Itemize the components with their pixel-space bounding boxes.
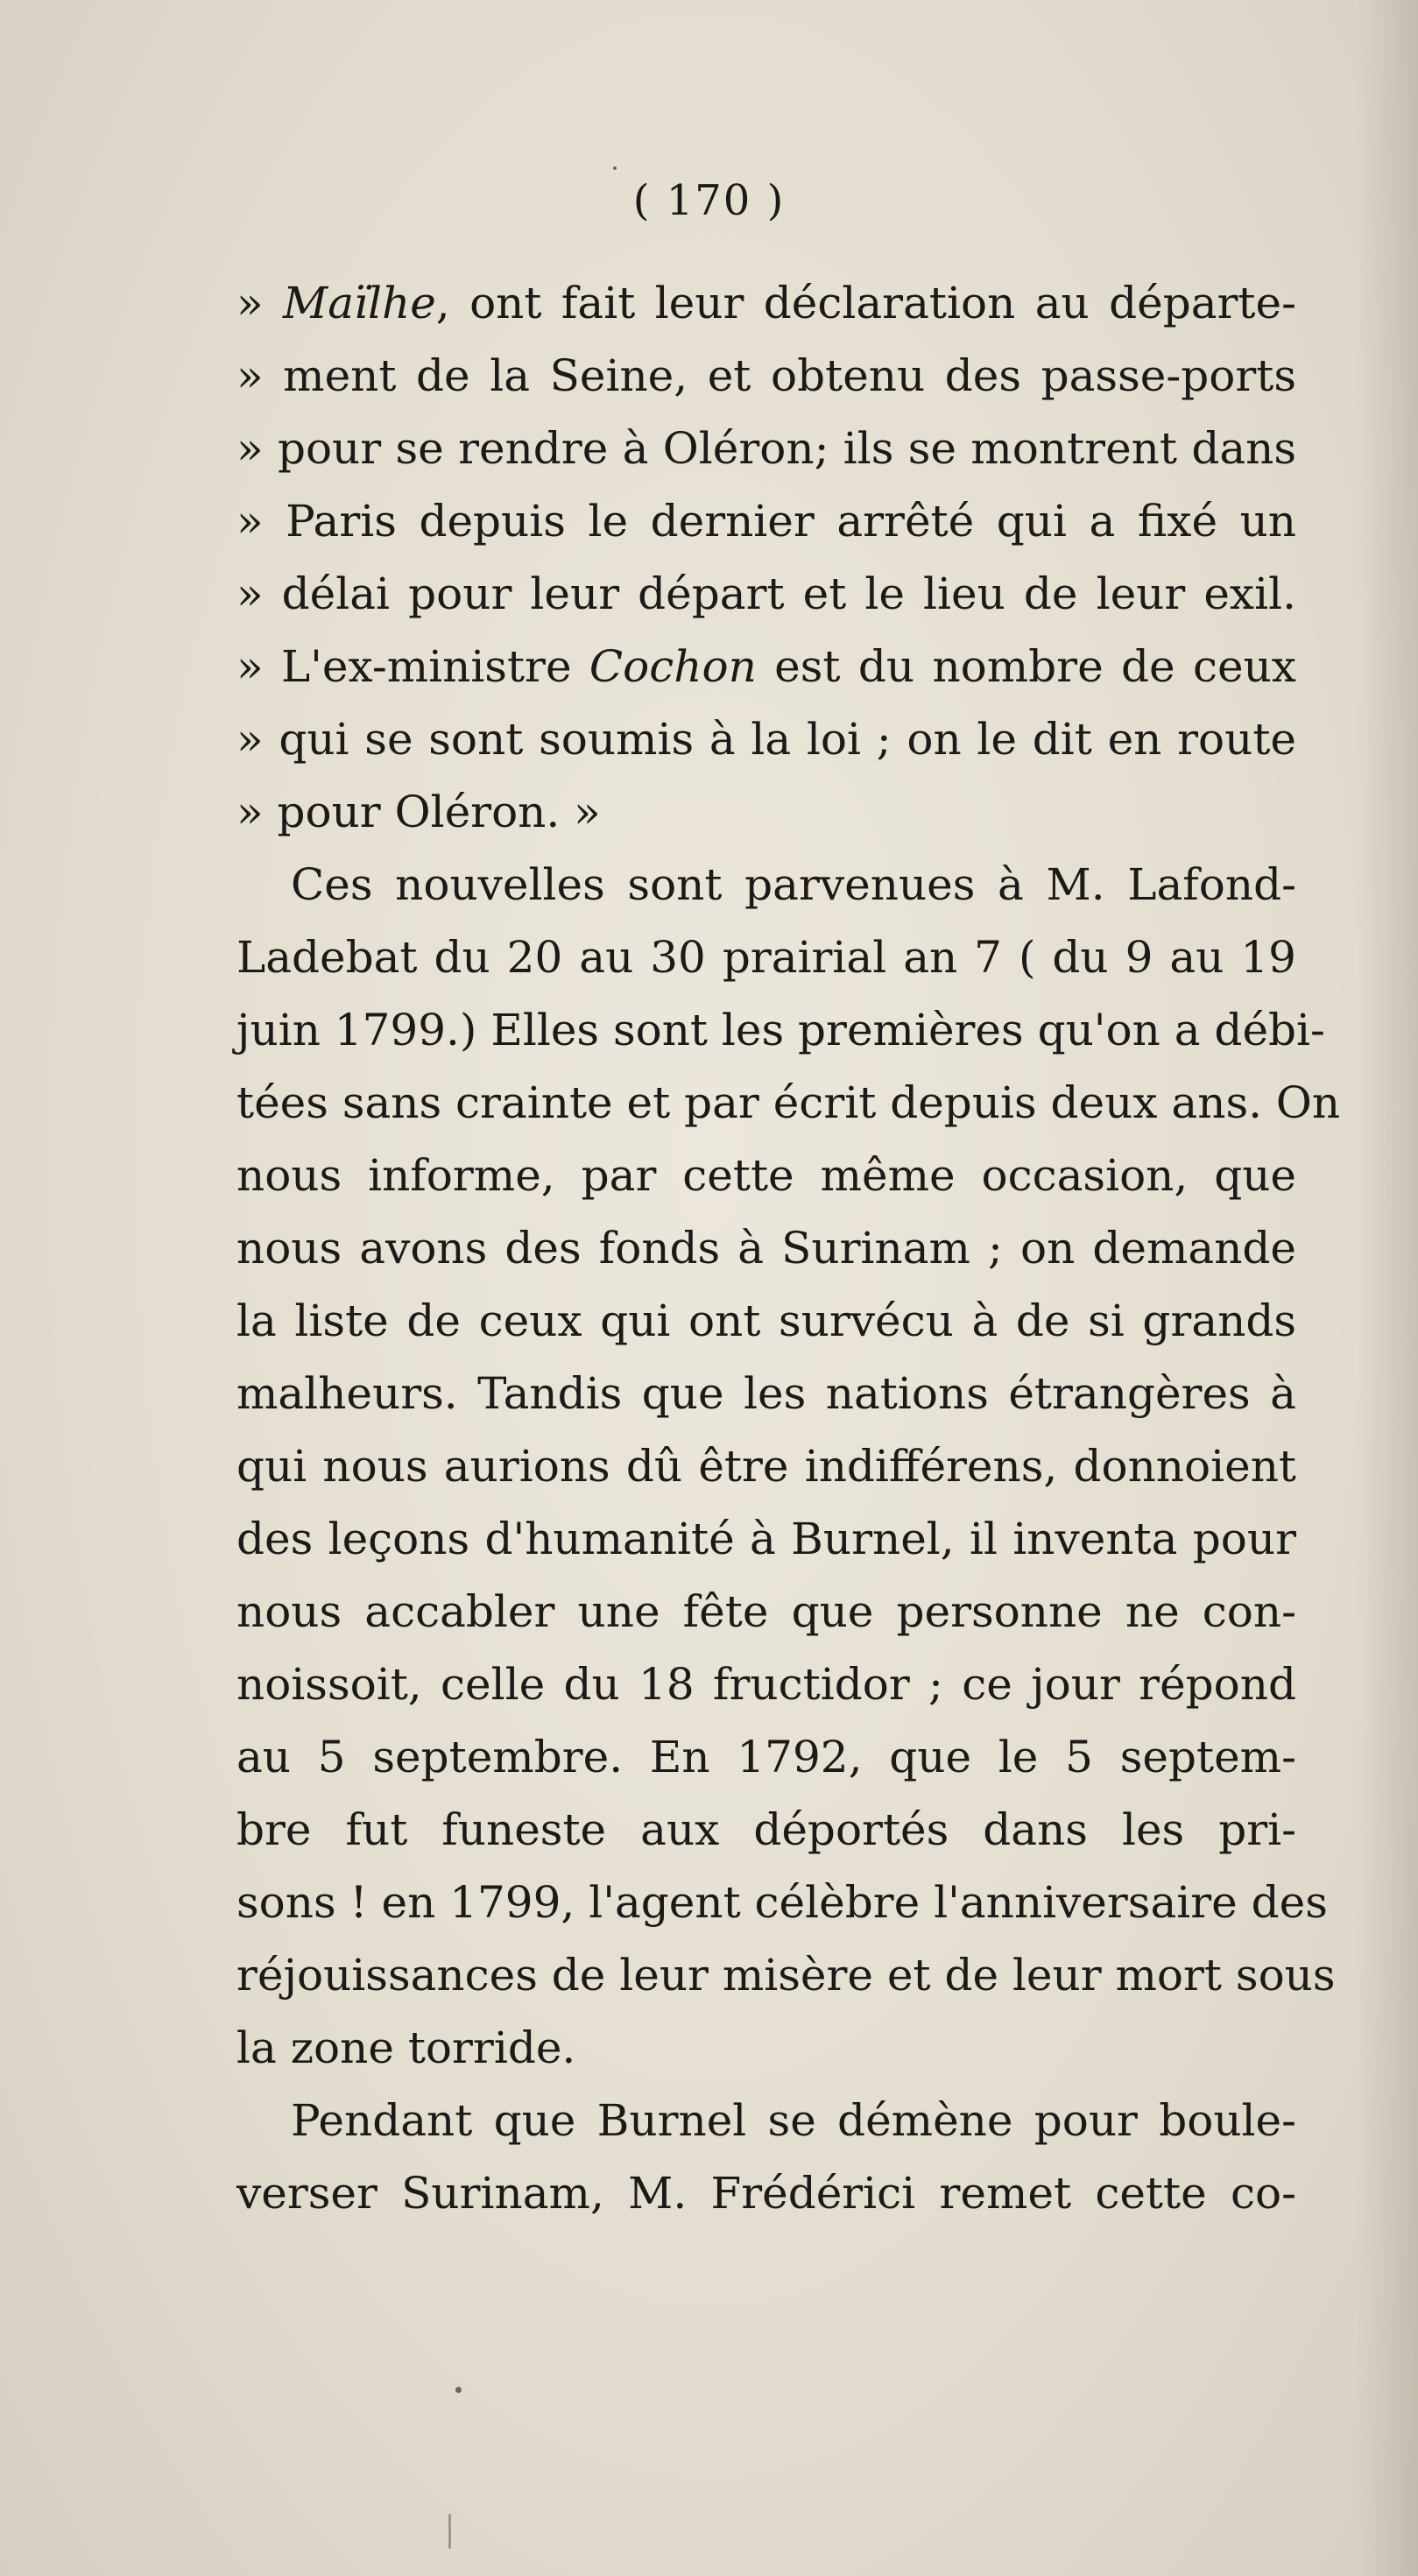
text-line: » qui se sont soumis à la loi ; on le dit en route bbox=[236, 714, 1296, 765]
text-line: qui nous aurions dû être indifférens, donnoient bbox=[236, 1441, 1296, 1492]
text-line: noissoit, celle du 18 fructidor ; ce jour répond bbox=[236, 1659, 1296, 1710]
italic-name: Cochon bbox=[589, 641, 757, 692]
text-line: » pour se rendre à Oléron; ils se montrent dans bbox=[236, 423, 1296, 474]
text-line: » Paris depuis le dernier arrêté qui a fixé un bbox=[236, 496, 1296, 547]
paper-speck bbox=[613, 166, 617, 170]
text-line: juin 1799.) Elles sont les premières qu'on a débi- bbox=[236, 1005, 1325, 1055]
text-line: » délai pour leur départ et le lieu de leur exil. bbox=[236, 568, 1296, 619]
text-line: des leçons d'humanité à Burnel, il inventa pour bbox=[236, 1514, 1296, 1564]
text-line: Ladebat du 20 au 30 prairial an 7 ( du 9 au 19 bbox=[236, 932, 1296, 983]
page-number: ( 170 ) bbox=[632, 176, 786, 225]
text-line: la zone torride. bbox=[236, 2022, 576, 2073]
paper-speck bbox=[448, 2514, 451, 2549]
text-line: nous accabler une fête que personne ne con- bbox=[236, 1586, 1296, 1637]
text-line: Ces nouvelles sont parvenues à M. Lafond- bbox=[291, 859, 1296, 910]
paper-speck bbox=[455, 2387, 462, 2393]
text-line: au 5 septembre. En 1792, que le 5 septem- bbox=[236, 1732, 1296, 1782]
text-line: » ment de la Seine, et obtenu des passe-ports bbox=[236, 350, 1296, 401]
text-line: » Maïlhe, ont fait leur déclaration au départe- bbox=[236, 278, 1297, 328]
text-line: tées sans crainte et par écrit depuis deux ans. On bbox=[236, 1077, 1341, 1128]
text-line: » pour Oléron. » bbox=[236, 787, 601, 837]
body-text bbox=[236, 267, 1341, 2230]
italic-name: Maïlhe bbox=[283, 278, 436, 328]
text-line: verser Surinam, M. Frédérici remet cette co- bbox=[236, 2168, 1296, 2219]
text-line: réjouissances de leur misère et de leur mort sous bbox=[236, 1950, 1336, 2001]
text-line: sons ! en 1799, l'agent célèbre l'anniversaire des bbox=[236, 1877, 1328, 1928]
text-line: bre fut funeste aux déportés dans les pri- bbox=[236, 1804, 1296, 1855]
text-line: » L'ex-ministre Cochon est du nombre de ceux bbox=[236, 641, 1296, 692]
text-line: malheurs. Tandis que les nations étrangères à bbox=[236, 1368, 1296, 1419]
text-line: nous informe, par cette même occasion, que bbox=[236, 1150, 1296, 1201]
page-edge-shadow bbox=[1357, 0, 1418, 2576]
text-line: Pendant que Burnel se démène pour boule- bbox=[291, 2095, 1296, 2146]
text-line: nous avons des fonds à Surinam ; on demande bbox=[236, 1223, 1296, 1274]
text-line: la liste de ceux qui ont survécu à de si grands bbox=[236, 1295, 1296, 1346]
